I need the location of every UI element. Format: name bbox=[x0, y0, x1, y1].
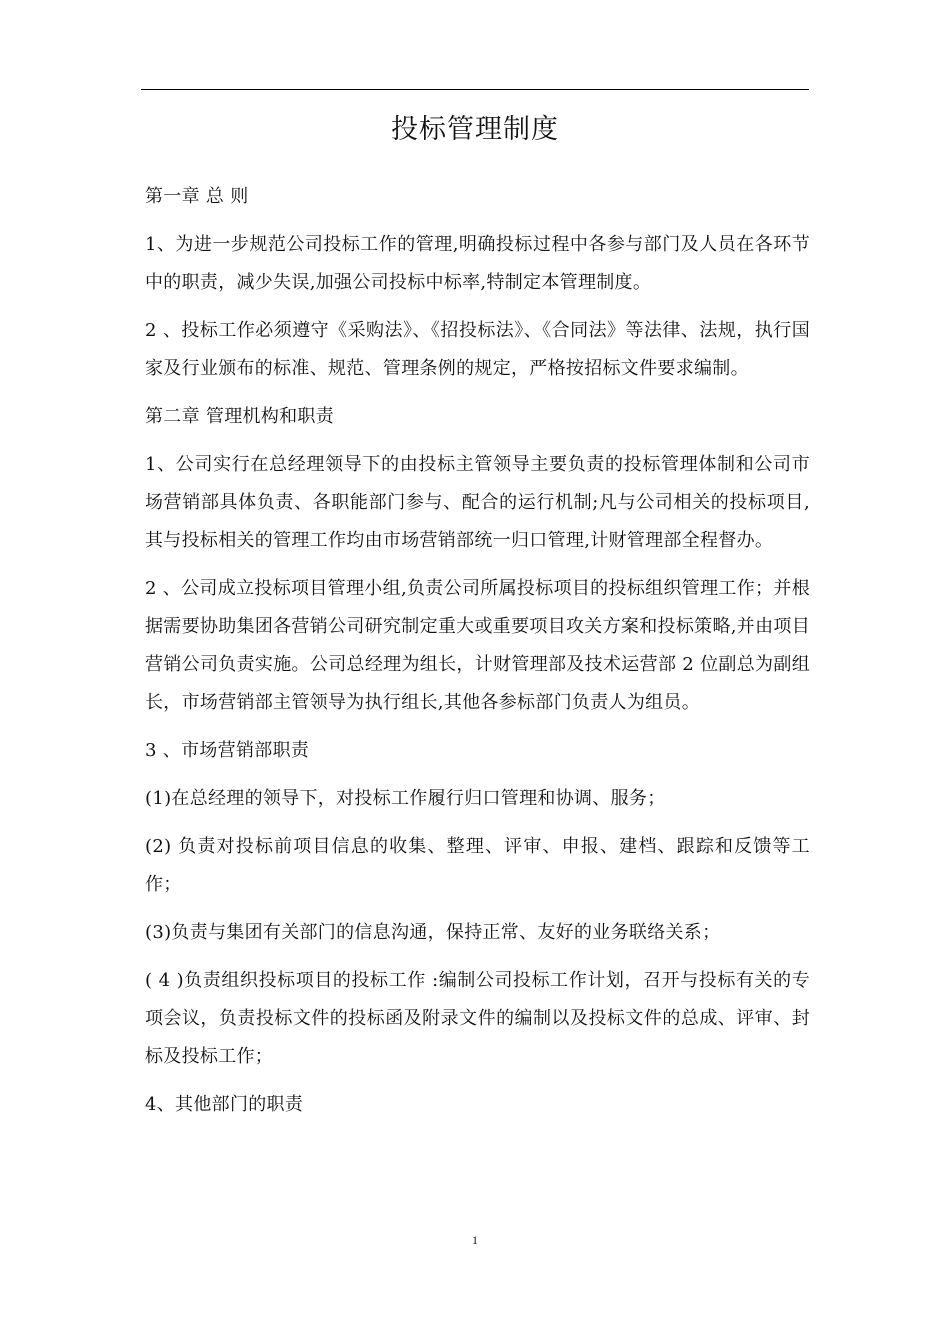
paragraph: 2 、投标工作必须遵守《采购法》、《招投标法》、《合同法》等法律、法规，执行国家及行业颁布的标准、规范、管理条例的规定，严格按招标文件要求编制。 bbox=[145, 320, 810, 379]
paragraph: 2 、公司成立投标项目管理小组,负责公司所属投标项目的投标组织管理工作；并根据需要协助集团各营销公司研究制定重大或重要项目攻关方案和投标策略,并由项目营销公司负责实施。公司总经理为组长，计财管理部及技术运营部 2 位副总为副组长，市场营销部主管领导为执行组长,其他各参标部门负责人为组员。 bbox=[145, 578, 810, 713]
list-item: (3)负责与集团有关部门的信息沟通，保持正常、友好的业务联络关系； bbox=[145, 922, 721, 943]
document-title: 投标管理制度 bbox=[391, 114, 559, 145]
paragraph: 1、公司实行在总经理领导下的由投标主管领导主要负责的投标管理体制和公司市场营销部具体负责、各职能部门参与、配合的运行机制;凡与公司相关的投标项目,其与投标相关的管理工作均由市场营销部统一归口管理,计财管理部全程督办。 bbox=[145, 454, 810, 551]
section-heading: 4、其他部门的职责 bbox=[145, 1094, 304, 1115]
chapter-heading: 第二章 管理机构和职责 bbox=[145, 406, 335, 427]
header-rule bbox=[141, 89, 809, 90]
document-body bbox=[145, 178, 810, 1134]
page-number: 1 bbox=[472, 1233, 478, 1247]
section-heading: 3 、市场营销部职责 bbox=[145, 740, 310, 761]
list-item: (2) 负责对投标前项目信息的收集、整理、评审、申报、建档、跟踪和反馈等工作； bbox=[145, 836, 810, 895]
list-item: ( 4 )负责组织投标项目的投标工作 :编制公司投标工作计划，召开与投标有关的专项会议，负责投标文件的投标函及附录文件的编制以及投标文件的总成、评审、封标及投标工作； bbox=[145, 970, 810, 1067]
list-item: (1)在总经理的领导下，对投标工作履行归口管理和协调、服务； bbox=[145, 788, 666, 809]
paragraph: 1、为进一步规范公司投标工作的管理,明确投标过程中各参与部门及人员在各环节中的职责，减少失误,加强公司投标中标率,特制定本管理制度。 bbox=[145, 234, 810, 293]
chapter-heading: 第一章 总 则 bbox=[145, 186, 249, 207]
